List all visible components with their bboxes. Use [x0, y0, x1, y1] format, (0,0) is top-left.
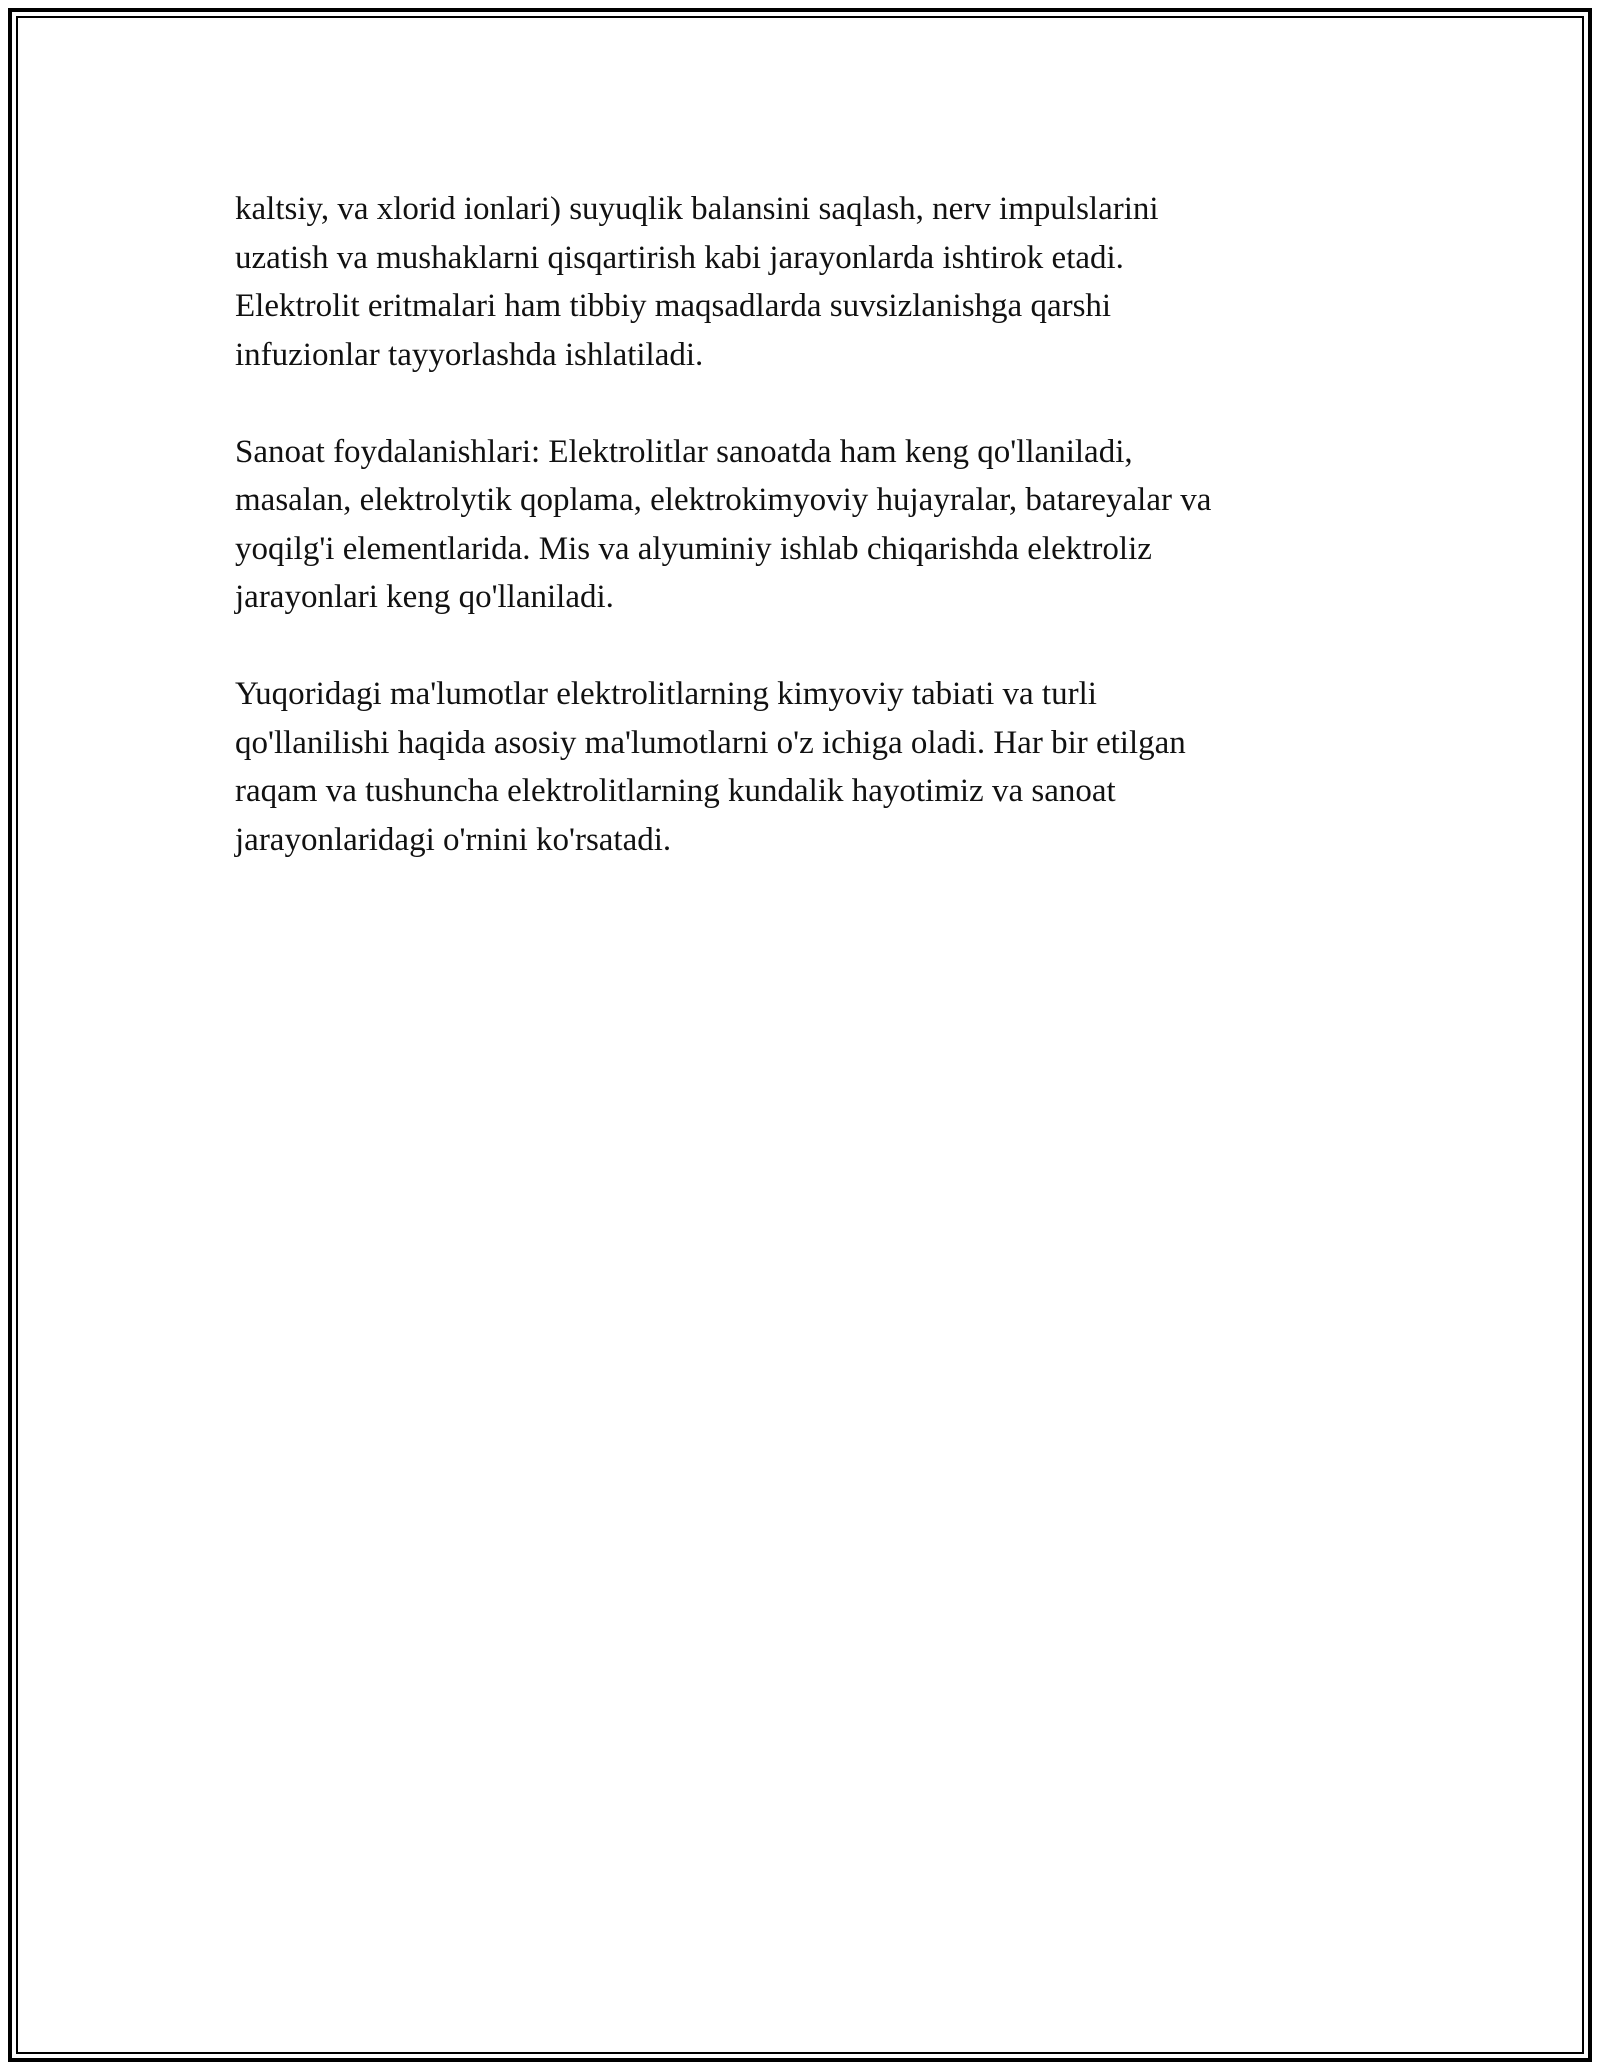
document-body — [235, 185, 1375, 913]
paragraph-electrolyte-biology: kaltsiy, va xlorid ionlari) suyuqlik balansini saqlash, nerv impulslarini uzatish va mushaklarni qisqartirish kabi jarayonlarda ishtirok etadi. Elektrolit eritmalari ham tibbiy maqsadlarda suvsizlanishga qarshi infuzionlar tayyorlashda ishlatiladi. — [235, 191, 1159, 373]
paragraph-industrial-uses: Sanoat foydalanishlari: Elektrolitlar sanoatda ham keng qo'llaniladi, masalan, elektrolytik qoplama, elektrokimyoviy hujayralar, batareyalar va yoqilg'i elementlarida. Mis va alyuminiy ishlab chiqarishda elektroliz jarayonlari keng qo'llaniladi. — [235, 433, 1212, 615]
paragraph-summary: Yuqoridagi ma'lumotlar elektrolitlarning kimyoviy tabiati va turli qo'llanilishi haqida asosiy ma'lumotlarni o'z ichiga oladi. Har bir etilgan raqam va tushuncha elektrolitlarning kundalik hayotimiz va sanoat jarayonlaridagi o'rnini ko'rsatadi. — [235, 676, 1186, 858]
